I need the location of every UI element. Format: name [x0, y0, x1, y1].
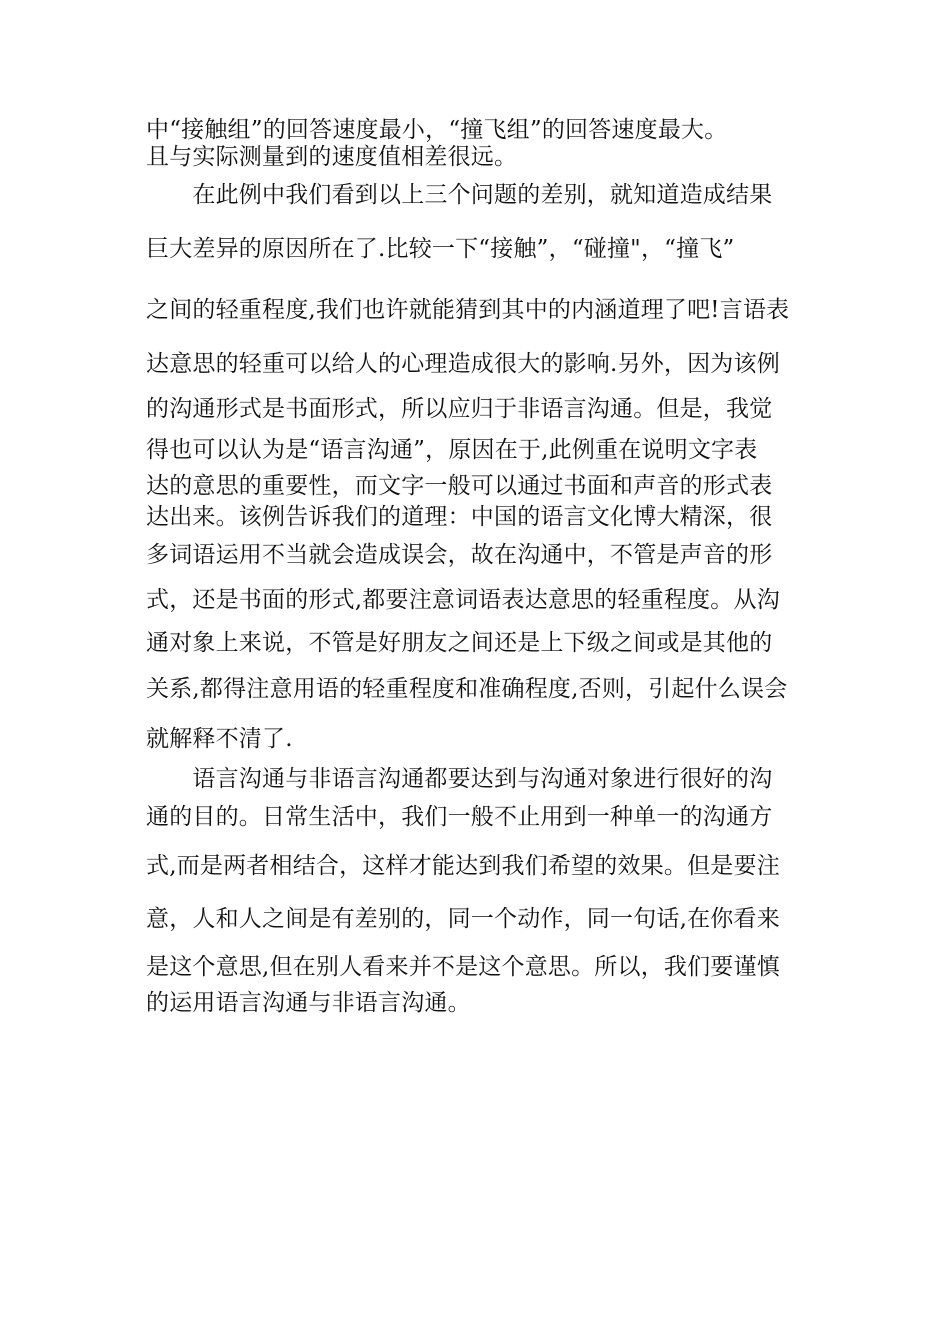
text-line: 达意思的轻重可以给人的心理造成很大的影响.另外，因为该例: [146, 351, 780, 377]
document-body: [146, 118, 816, 1018]
text-line: 是这个意思,但在别人看来并不是这个意思。所以，我们要谨慎: [146, 954, 780, 980]
text-line: 的运用语言沟通与非语言沟通。: [146, 990, 471, 1016]
text-line: 关系,都得注意用语的轻重程度和准确程度,否则，引起什么误会: [146, 676, 788, 702]
text-line: 通对象上来说，不管是好朋友之间还是上下级之间或是其他的: [146, 630, 773, 656]
text-line: 意，人和人之间是有差别的，同一个动作，同一句话,在你看来: [146, 906, 780, 932]
text-line: 多词语运用不当就会造成误会，故在沟通中，不管是声音的形: [146, 542, 773, 568]
text-line: 巨大差异的原因所在了.比较一下“接触”，“碰撞"，“撞飞”: [146, 236, 735, 262]
text-line: 达出来。该例告诉我们的道理：中国的语言文化博大精深，很: [146, 504, 773, 530]
text-line: 式，还是书面的形式,都要注意词语表达意思的轻重程度。从沟: [146, 587, 780, 613]
text-line: 通的目的。日常生活中，我们一般不止用到一种单一的沟通方: [146, 804, 773, 830]
paragraph-first-line: 语言沟通与非语言沟通都要达到与沟通对象进行很好的沟: [146, 766, 773, 792]
text-line: 式,而是两者相结合，这样才能达到我们希望的效果。但是要注: [146, 853, 780, 879]
text-line: 达的意思的重要性，而文字一般可以通过书面和声音的形式表: [146, 473, 773, 499]
paragraph-first-line: 在此例中我们看到以上三个问题的差别，就知道造成结果: [146, 182, 773, 208]
text-line: 之间的轻重程度,我们也许就能猜到其中的内涵道理了吧!言语表: [146, 297, 790, 323]
text-line: 且与实际测量到的速度值相差很远。: [146, 144, 518, 170]
text-line: 中“接触组”的回答速度最小，“撞飞组”的回答速度最大。: [146, 117, 728, 143]
text-line: 就解释不清了.: [146, 726, 293, 752]
text-line: 的沟通形式是书面形式，所以应归于非语言沟通。但是，我觉: [146, 396, 773, 422]
text-line: 得也可以认为是“语言沟通”，原因在于,此例重在说明文字表: [146, 437, 758, 463]
